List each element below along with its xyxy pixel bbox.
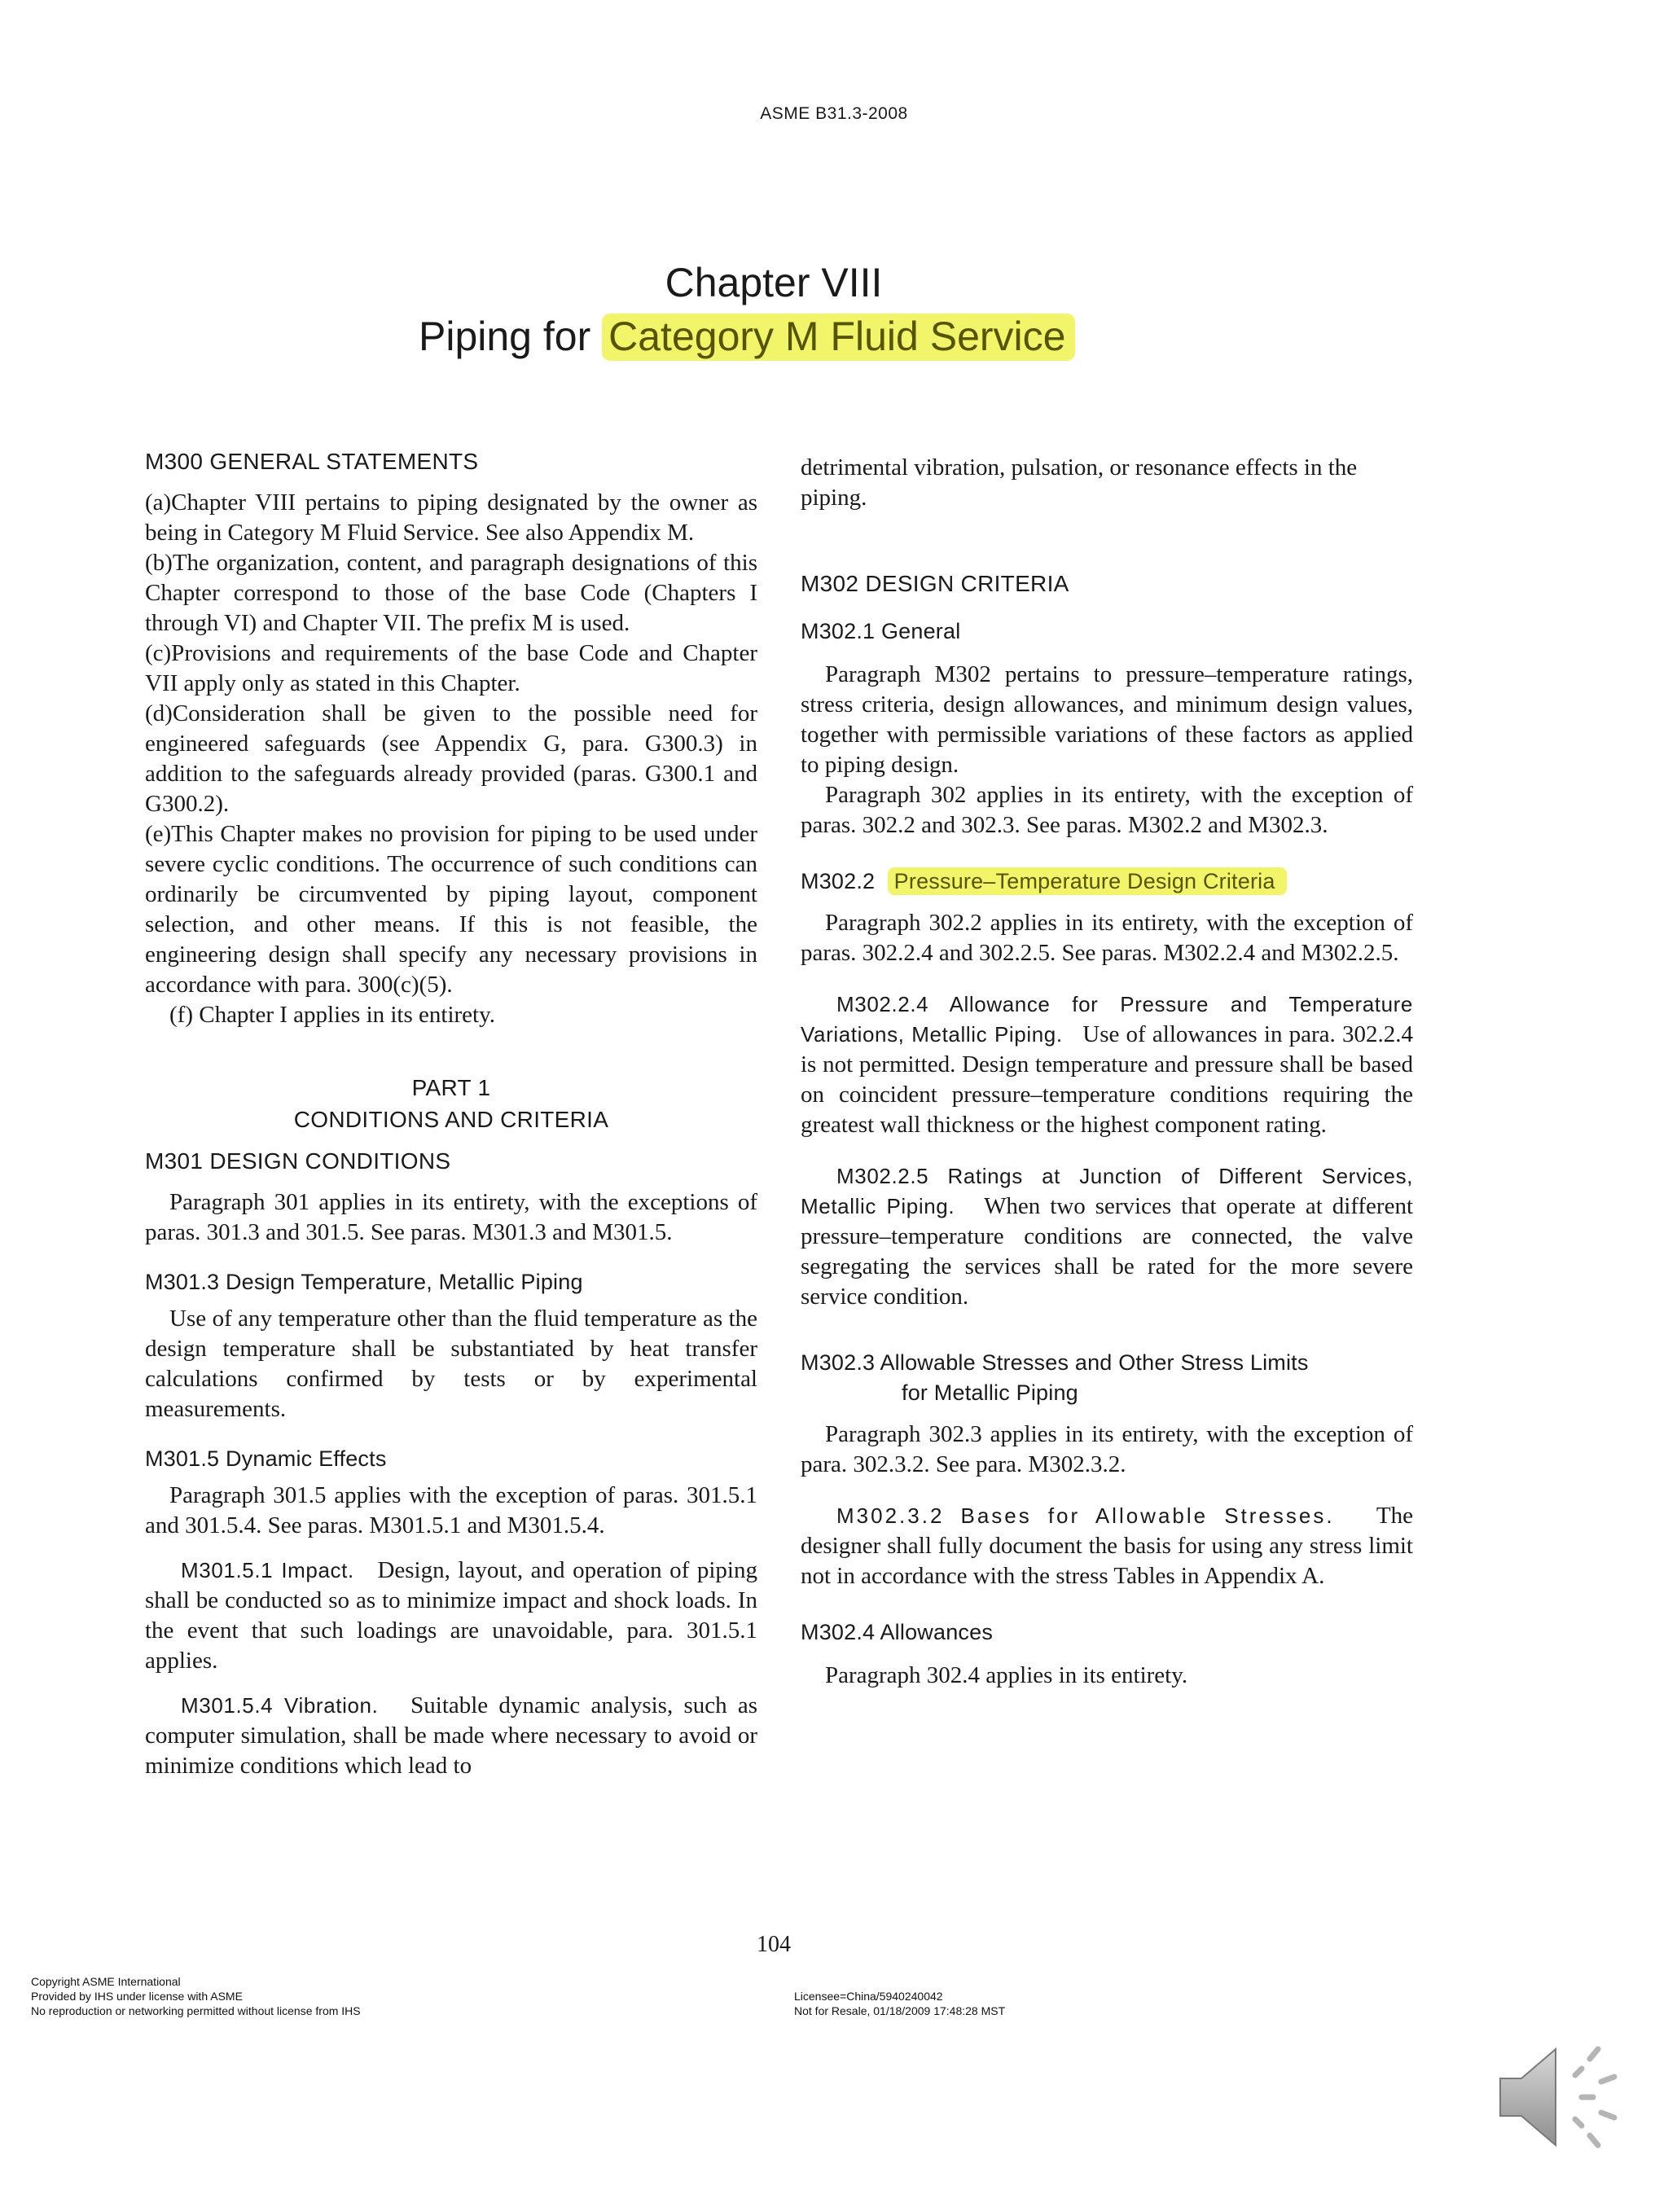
- subtitle-highlight: Category M Fluid Service: [602, 314, 1075, 361]
- m30225-text: When two services that operate at different pressure–temperature conditions are connected, the valve segregating the services shall be rated for the more severe service condition.: [801, 1193, 1414, 1310]
- m30232-paragraph: [801, 1501, 1413, 1591]
- running-header: ASME B31.3-2008: [760, 104, 908, 123]
- chapter-title: Chapter VIII: [665, 260, 883, 305]
- section-heading-m3021: M302.1 General: [801, 619, 961, 643]
- m30225-paragraph: [801, 1161, 1413, 1312]
- m30154-paragraph: [145, 1691, 757, 1781]
- m3021-text-2: Paragraph 302 applies in its entirety, with the exception of paras. 302.2 and 302.3. See paras. M302.2 and M302.3.: [801, 782, 1413, 838]
- section-heading-m302: M302 DESIGN CRITERIA: [801, 571, 1069, 596]
- paragraph-d: (d)Consideration shall be given to the possible need for engineered safeguards (see Appendix G, para. G300.3) in addition to the safeguards already provided (paras. G300.1 and G300.2).: [145, 700, 757, 817]
- footer-left-line: No reproduction or networking permitted without license from IHS: [31, 2004, 361, 2017]
- paragraph-b: (b)The organization, content, and paragraph designations of this Chapter correspond to those of the base Code (Chapters I through VI) and Chapter VII. The prefix M is used.: [145, 550, 757, 636]
- m3022-text: Paragraph 302.2 applies in its entirety, with the exception of paras. 302.2.4 and 302.2.5. See paras. M302.2.4 and M302.2.5.: [801, 910, 1413, 966]
- m3022-title-highlight: Pressure–Temperature Design Criteria: [888, 867, 1287, 895]
- m3023-text: Paragraph 302.3 applies in its entirety, with the exception of para. 302.3.2. See para. M302.3.2.: [801, 1421, 1413, 1477]
- footer-right-line: Licensee=China/5940240042: [794, 1990, 943, 2003]
- m301-text: Paragraph 301 applies in its entirety, with the exceptions of paras. 301.3 and 301.5. See paras. M301.3 and M301.5.: [145, 1189, 757, 1245]
- m30151-text: Design, layout, and operation of piping shall be conducted so as to minimize impact and shock loads. In the event that such loadings are unavoidable, para. 301.5.1 applies.: [145, 1557, 757, 1674]
- part-subtitle: CONDITIONS AND CRITERIA: [293, 1107, 609, 1132]
- m30154-label: M301.5.4 Vibration.: [181, 1693, 379, 1718]
- section-heading-m301: M301 DESIGN CONDITIONS: [145, 1148, 451, 1174]
- footer-left-line: Copyright ASME International: [31, 1975, 181, 1988]
- continued-text: detrimental vibration, pulsation, or resonance effects in the piping.: [801, 454, 1358, 511]
- section-heading-m3023: M302.3 Allowable Stresses and Other Stress Limits: [801, 1350, 1309, 1375]
- m3024-text: Paragraph 302.4 applies in its entirety.: [825, 1662, 1188, 1688]
- right-column: [801, 453, 1413, 1691]
- m30224-text: Use of allowances in para. 302.2.4 is not permitted. Design temperature and pressure shall be based on coincident pressure–temperature conditions requiring the greatest wall thickness or the highest component rating.: [801, 1021, 1413, 1138]
- footer-copyright: [31, 1974, 361, 2018]
- m3013-text: Use of any temperature other than the fluid temperature as the design temperature shall be substantiated by heat transfer calculations confirmed by tests or by experimental measurements.: [145, 1306, 757, 1422]
- paragraph-c: (c)Provisions and requirements of the base Code and Chapter VII apply only as stated in this Chapter.: [145, 640, 757, 696]
- section-heading-m3023-line2: for Metallic Piping: [902, 1380, 1078, 1405]
- page-number: 104: [757, 1932, 791, 1957]
- m30232-label: M302.3.2 Bases for Allowable Stresses.: [836, 1503, 1335, 1528]
- footer-license: [794, 1989, 1005, 2018]
- m30225-label: M302.2.5 Ratings at Junction of Different Services, Metallic Piping.: [801, 1164, 1413, 1218]
- m30224-label: M302.2.4 Allowance for Pressure and Temperature Variations, Metallic Piping.: [801, 992, 1413, 1047]
- m3022-number: M302.2: [801, 869, 876, 893]
- m30224-paragraph: [801, 990, 1413, 1140]
- m3021-text-1: Paragraph M302 pertains to pressure–temperature ratings, stress criteria, design allowances, and minimum design values, together with permissible variations of these factors as applied to piping design.: [801, 661, 1413, 778]
- section-heading-m300: M300 GENERAL STATEMENTS: [145, 449, 479, 474]
- m30151-paragraph: [145, 1556, 757, 1676]
- speaker-icon-graphic: [1490, 2028, 1629, 2166]
- paragraph-e: (e)This Chapter makes no provision for piping to be used under severe cyclic conditions. The occurrence of such conditions can ordinarily be circumvented by piping layout, component selection, and other means. If this is not feasible, the engineering design shall specify any necessary provisions in accordance with para. 300(c)(5).: [145, 821, 757, 998]
- section-heading-m3015: M301.5 Dynamic Effects: [145, 1446, 387, 1471]
- footer-right-line: Not for Resale, 01/18/2009 17:48:28 MST: [794, 2004, 1006, 2017]
- subtitle-prefix: Piping for: [419, 314, 591, 359]
- m30151-label: M301.5.1 Impact.: [181, 1558, 354, 1582]
- footer-left-line: Provided by IHS under license with ASME: [31, 1990, 243, 2003]
- chapter-subtitle: [419, 313, 1075, 360]
- left-column: [145, 446, 757, 1781]
- paragraph-f: (f) Chapter I applies in its entirety.: [169, 1002, 495, 1028]
- section-heading-m3022: [801, 867, 1413, 897]
- section-heading-m3024: M302.4 Allowances: [801, 1620, 994, 1644]
- paragraph-a: (a)Chapter VIII pertains to piping designated by the owner as being in Category M Fluid Service. See also Appendix M.: [145, 489, 757, 546]
- m3015-text: Paragraph 301.5 applies with the exception of paras. 301.5.1 and 301.5.4. See paras. M301.5.1 and M301.5.4.: [145, 1482, 757, 1538]
- speaker-icon[interactable]: [1490, 2028, 1629, 2166]
- m30232-text: The designer shall fully document the basis for using any stress limit not in accordance with the stress Tables in Appendix A.: [801, 1503, 1414, 1589]
- section-heading-m3013: M301.3 Design Temperature, Metallic Piping: [145, 1270, 583, 1294]
- part-title: PART 1: [411, 1075, 491, 1100]
- m30154-text: Suitable dynamic analysis, such as computer simulation, shall be made where necessary to avoid or minimize conditions which lead to: [145, 1692, 758, 1779]
